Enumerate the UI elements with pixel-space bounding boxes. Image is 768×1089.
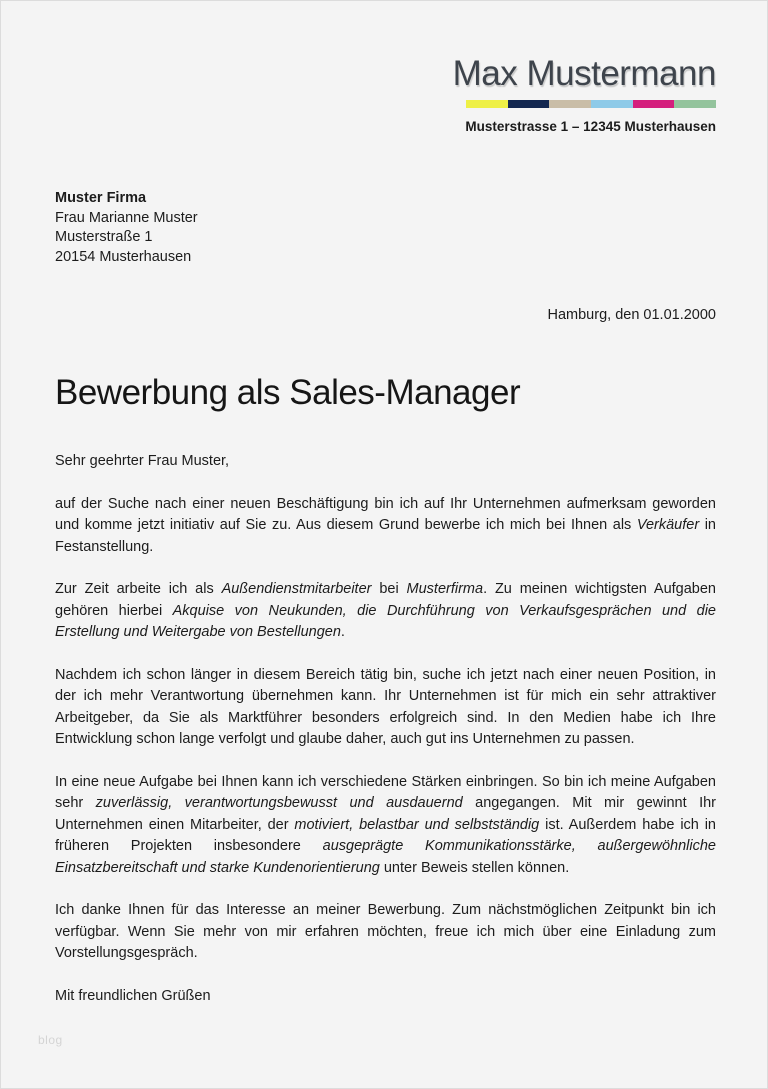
accent-bar-segment	[674, 100, 716, 108]
letter-paragraphs	[55, 494, 716, 965]
recipient-block	[55, 189, 716, 267]
body-text: Zur Zeit arbeite ich als	[55, 581, 222, 597]
body-text: angegangen. Mit mir gewinnt Ihr Unternehmen einen Mitarbeiter, der	[55, 795, 716, 833]
subject-line: Bewerbung als Sales-Manager	[55, 373, 521, 412]
emphasized-text: ausgeprägte Kommunikationsstärke, außergewöhnliche Einsatzbereitschaft und starke Kundenorientierung	[55, 838, 716, 876]
salutation: Sehr geehrter Frau Muster,	[55, 453, 230, 469]
body-text: Ich danke Ihnen für das Interesse an meiner Bewerbung. Zum nächstmöglichen Zeitpunkt bin ich verfügbar. Wenn Sie mehr von mir erfahren möchten, freue ich mich über eine Einladung zum Vorstellungsgespräch.	[55, 902, 716, 961]
sender-name: Max Mustermann	[452, 54, 716, 93]
emphasized-text: zuverlässig, verantwortungsbewusst und ausdauernd	[95, 795, 463, 811]
body-text: in Festanstellung.	[55, 517, 716, 555]
letter-paragraph	[55, 665, 716, 751]
emphasized-text: Außendienstmitarbeiter	[221, 581, 372, 597]
letter-paragraph	[55, 579, 716, 644]
body-text: auf der Suche nach einer neuen Beschäftigung bin ich auf Ihr Unternehmen aufmerksam geworden und komme jetzt initiativ auf Sie zu. Aus diesem Grund bewerbe ich mich bei Ihnen als	[55, 495, 716, 533]
date-line: Hamburg, den 01.01.2000	[547, 307, 716, 323]
accent-bar-segment	[549, 100, 591, 108]
accent-bar-segment	[591, 100, 633, 108]
recipient-contact: Frau Marianne Muster	[55, 209, 198, 226]
letter-body	[55, 451, 716, 1007]
body-text: In eine neue Aufgabe bei Ihnen kann ich verschiedene Stärken einbringen. So bin ich meine Aufgaben sehr	[55, 773, 716, 811]
closing-line: Mit freundlichen Grüßen	[55, 987, 211, 1004]
emphasized-text: Musterfirma	[406, 581, 484, 597]
emphasized-text: Verkäufer	[636, 517, 700, 533]
recipient-street: Musterstraße 1	[55, 229, 153, 245]
accent-bar-segment	[508, 100, 550, 108]
body-text: .	[340, 624, 345, 640]
recipient-city: 20154 Musterhausen	[55, 248, 192, 265]
accent-color-bar	[466, 100, 716, 108]
letter-paragraph	[55, 494, 716, 559]
body-text: ist. Außerdem habe ich in früheren Projekten insbesondere	[55, 816, 716, 854]
sender-address: Musterstrasse 1 – 12345 Musterhausen	[465, 119, 716, 134]
body-text: bei	[371, 581, 407, 597]
emphasized-text: Akquise von Neukunden, die Durchführung von Verkaufsgesprächen und die Erstellung und Weitergabe von Bestellungen	[55, 602, 716, 640]
body-text: unter Beweis stellen können.	[379, 859, 570, 876]
recipient-company: Muster Firma	[55, 190, 147, 206]
watermark-text: blog	[38, 1033, 63, 1047]
letterhead	[55, 0, 716, 134]
letter-paragraph	[55, 772, 716, 880]
accent-bar-segment	[466, 100, 508, 108]
emphasized-text: motiviert, belastbar und selbstständig	[294, 816, 540, 833]
body-text: Nachdem ich schon länger in diesem Bereich tätig bin, suche ich jetzt nach einer neuen Position, in der ich mehr Verantwortung übernehmen kann. Ihr Unternehmen ist für mich ein sehr attraktiver Arbeitgeber, da Sie als Marktführer besonders erfolgreich sind. In den Medien habe ich Ihre Entwicklung schon lange verfolgt und glaube daher, auch gut ins Unternehmen zu passen.	[55, 666, 716, 747]
letter-paragraph	[55, 900, 716, 965]
body-text: . Zu meinen wichtigsten Aufgaben gehören hierbei	[55, 581, 716, 619]
accent-bar-segment	[633, 100, 675, 108]
